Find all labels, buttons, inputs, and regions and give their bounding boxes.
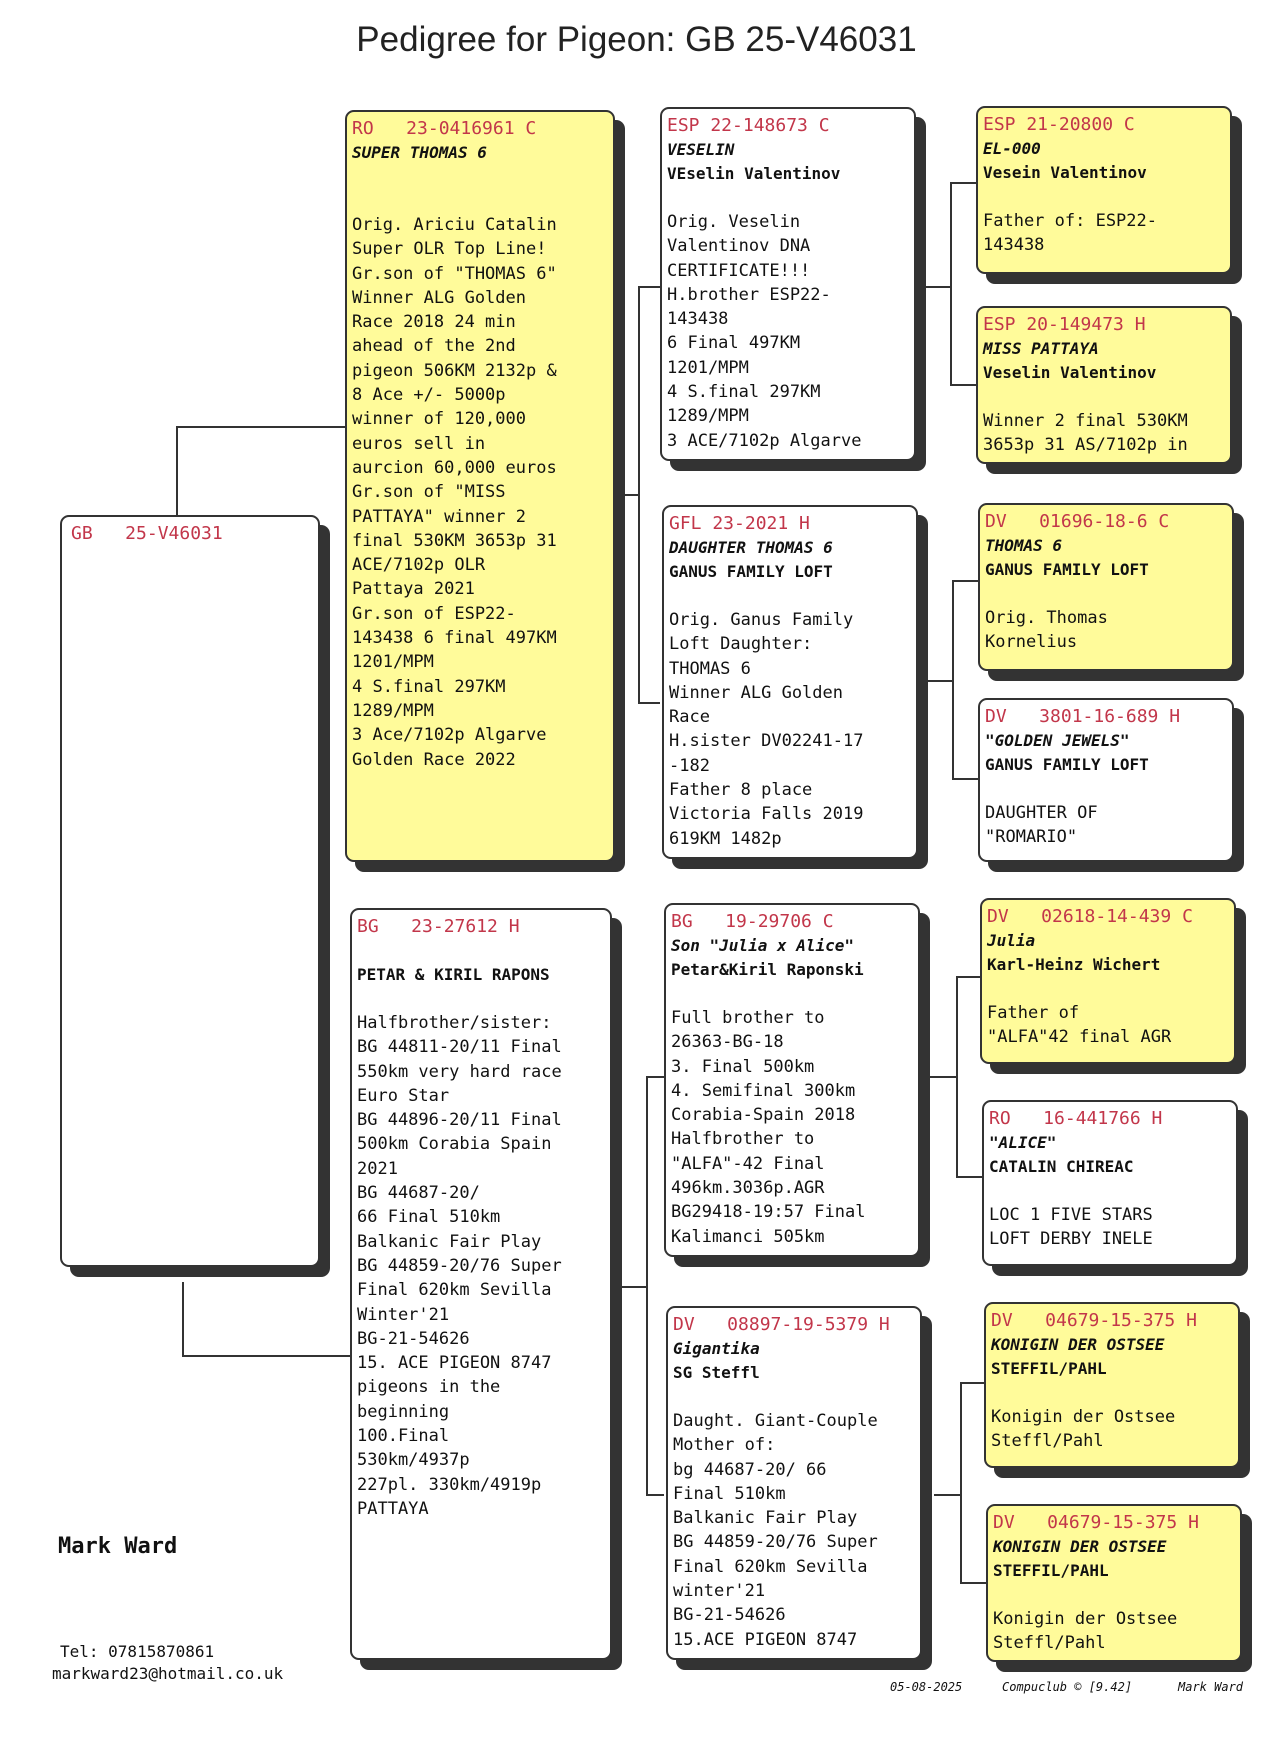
owner-name: VEselin Valentinov — [667, 164, 841, 183]
ring-number: DV 04679-15-375 H — [993, 1512, 1199, 1533]
connector-line — [952, 580, 954, 780]
pigeon-name: "GOLDEN JEWELS" — [985, 731, 1130, 750]
dam-dam-dam-card — [986, 1504, 1242, 1662]
print-date: 05-08-2025 — [890, 1680, 963, 1694]
connector-line — [638, 702, 660, 704]
ring-number: DV 01696-18-6 C — [985, 511, 1170, 532]
ring-number: DV 04679-15-375 H — [991, 1310, 1197, 1331]
pigeon-notes: Father of "ALFA"42 final AGR — [987, 1003, 1172, 1048]
owner-name: SG Steffl — [673, 1363, 760, 1382]
author-credit: Mark Ward — [1178, 1680, 1244, 1694]
connector-line — [956, 976, 982, 978]
ring-number: GFL 23-2021 H — [669, 513, 810, 534]
connector-line — [638, 286, 660, 288]
pigeon-name: THOMAS 6 — [985, 536, 1063, 555]
connector-line — [950, 182, 976, 184]
owner-name: STEFFIL/PAHL — [991, 1359, 1107, 1378]
ring-number: DV 3801-16-689 H — [985, 706, 1181, 727]
connector-line — [934, 1494, 960, 1496]
pigeon-notes: Daught. Giant-Couple Mother of: bg 44687-20/ 66 Final 510km Balkanic Fair Play BG 44859-20/76 Super Final 620km Sevilla winter'21 BG-21-54626 15.ACE PIGEON 8747 — [673, 1411, 878, 1650]
ring-number: DV 02618-14-439 C — [987, 906, 1193, 927]
connector-line — [950, 384, 976, 386]
connector-line — [616, 1286, 646, 1288]
sire-dam-sire-card — [978, 503, 1234, 671]
pigeon-name: SUPER THOMAS 6 — [352, 143, 487, 162]
pigeon-notes: Konigin der Ostsee Steffl/Pahl — [991, 1407, 1176, 1452]
connector-line — [646, 1494, 664, 1496]
breeder-name: Mark Ward — [58, 1534, 178, 1559]
sire-card — [345, 110, 615, 862]
pigeon-notes: Father of: ESP22- 143438 — [983, 211, 1157, 256]
sire-dam-dam-card — [978, 698, 1234, 862]
pigeon-name: MISS PATTAYA — [983, 339, 1099, 358]
pigeon-notes: Winner 2 final 530KM 3653p 31 AS/7102p in — [983, 411, 1188, 456]
connector-line — [950, 182, 952, 386]
breeder-phone: Tel: 07815870861 — [60, 1642, 215, 1661]
dam-card — [350, 908, 612, 1660]
connector-line — [176, 426, 178, 516]
connector-line — [612, 494, 638, 496]
owner-name: PETAR & KIRIL RAPONS — [357, 965, 550, 984]
pigeon-notes: Full brother to 26363-BG-18 3. Final 500km 4. Semifinal 300km Corabia-Spain 2018 Halfbrother to "ALFA"-42 Final 496km.3036p.AGR BG29418-19:57 Final Kalimanci 505km — [671, 1008, 866, 1247]
connector-line — [924, 286, 950, 288]
pigeon-notes: DAUGHTER OF "ROMARIO" — [985, 803, 1098, 848]
pigeon-notes: Orig. Veselin Valentinov DNA CERTIFICATE!!! H.brother ESP22- 143438 6 Final 497KM 1201/MPM 4 S.final 297KM 1289/MPM 3 ACE/7102p Algarve — [667, 212, 862, 451]
dam-sire-sire-card — [980, 898, 1236, 1064]
pigeon-notes: Orig. Ganus Family Loft Daughter: THOMAS 6 Winner ALG Golden Race H.sister DV02241-17 -182 Father 8 place Victoria Falls 2019 619KM 1482p — [669, 610, 864, 849]
breeder-email: markward23@hotmail.co.uk — [52, 1664, 284, 1683]
connector-line — [956, 1176, 982, 1178]
owner-name: Karl-Heinz Wichert — [987, 955, 1161, 974]
dam-sire-dam-card — [982, 1100, 1238, 1266]
ring-number: ESP 20-149473 H — [983, 314, 1146, 335]
ring-number: BG 23-27612 H — [357, 916, 520, 937]
connector-line — [926, 680, 952, 682]
pigeon-notes: Orig. Ariciu Catalin Super OLR Top Line! Gr.son of "THOMAS 6" Winner ALG Golden Race 2018 24 min ahead of the 2nd pigeon 506KM 2132p & 8 Ace +/- 5000p winner of 120,000 euros sell in aurcion 60,000 euros Gr.son of "MISS PATTAYA" winner 2 final 530KM 3653p 31 ACE/7102p OLR Pattaya 2021 Gr.son of ESP22- 143438 6 final 497KM 1201/MPM 4 S.final 297KM 1289/MPM 3 Ace/7102p Algarve Golden Race 2022 — [352, 215, 557, 770]
sire-sire-dam-card — [976, 306, 1232, 464]
connector-line — [638, 286, 640, 704]
page-title: Pedigree for Pigeon: GB 25-V46031 — [356, 20, 917, 59]
ring-number: RO 16-441766 H — [989, 1108, 1163, 1129]
connector-line — [960, 1382, 962, 1584]
connector-line — [182, 1282, 184, 1356]
owner-name: Veselin Valentinov — [983, 363, 1157, 382]
owner-name: Vesein Valentinov — [983, 163, 1147, 182]
dam-dam-card — [666, 1306, 922, 1660]
ring-number: GB 25-V46031 — [71, 523, 223, 544]
dam-dam-sire-card — [984, 1302, 1240, 1468]
owner-name: GANUS FAMILY LOFT — [669, 562, 833, 581]
ring-number: ESP 21-20800 C — [983, 114, 1135, 135]
pigeon-name: DAUGHTER THOMAS 6 — [669, 538, 833, 557]
connector-line — [646, 1076, 648, 1494]
pigeon-notes: Halfbrother/sister: BG 44811-20/11 Final 550km very hard race Euro Star BG 44896-20/11 Final 500km Corabia Spain 2021 BG 44687-20/ 66 Final 510km Balkanic Fair Play BG 44859-20/76 Super Final 620km Sevilla Winter'21 BG-21-54626 15. ACE PIGEON 8747 pigeons in the beginning 100.Final 530km/4937p 227pl. 330km/4919p PATTAYA — [357, 1013, 562, 1519]
software-credit: Compuclub © [9.42] — [1002, 1680, 1133, 1694]
ring-number: RO 23-0416961 C — [352, 118, 537, 139]
ring-number: ESP 22-148673 C — [667, 115, 830, 136]
pigeon-name: Julia — [987, 931, 1036, 950]
sire-dam-card — [662, 505, 918, 859]
pigeon-notes: LOC 1 FIVE STARS LOFT DERBY INELE — [989, 1205, 1153, 1250]
owner-name: GANUS FAMILY LOFT — [985, 560, 1149, 579]
sire-sire-sire-card — [976, 106, 1232, 274]
owner-name: CATALIN CHIREAC — [989, 1157, 1134, 1176]
connector-line — [960, 1382, 986, 1384]
connector-line — [952, 580, 978, 582]
connector-line — [952, 778, 978, 780]
connector-line — [176, 426, 346, 428]
owner-name: STEFFIL/PAHL — [993, 1561, 1109, 1580]
pigeon-notes: Orig. Thomas Kornelius — [985, 608, 1108, 653]
owner-name: Petar&Kiril Raponski — [671, 960, 864, 979]
owner-name: GANUS FAMILY LOFT — [985, 755, 1149, 774]
pigeon-name: Gigantika — [673, 1339, 760, 1358]
pigeon-name: KONIGIN DER OSTSEE — [991, 1335, 1165, 1354]
connector-line — [646, 1076, 664, 1078]
pigeon-name: Son "Julia x Alice" — [671, 936, 855, 955]
pigeon-name: EL-000 — [983, 139, 1041, 158]
sire-sire-card — [660, 107, 916, 461]
pigeon-name: VESELIN — [667, 140, 735, 159]
ring-number: DV 08897-19-5379 H — [673, 1314, 890, 1335]
pigeon-name: "ALICE" — [989, 1133, 1057, 1152]
connector-line — [930, 1076, 956, 1078]
connector-line — [956, 976, 958, 1178]
pigeon-notes: Konigin der Ostsee Steffl/Pahl — [993, 1609, 1178, 1654]
ring-number: BG 19-29706 C — [671, 911, 834, 932]
dam-sire-card — [664, 903, 920, 1257]
subject-card — [60, 515, 320, 1267]
connector-line — [960, 1582, 986, 1584]
connector-line — [182, 1355, 350, 1357]
pigeon-name: KONIGIN DER OSTSEE — [993, 1537, 1167, 1556]
